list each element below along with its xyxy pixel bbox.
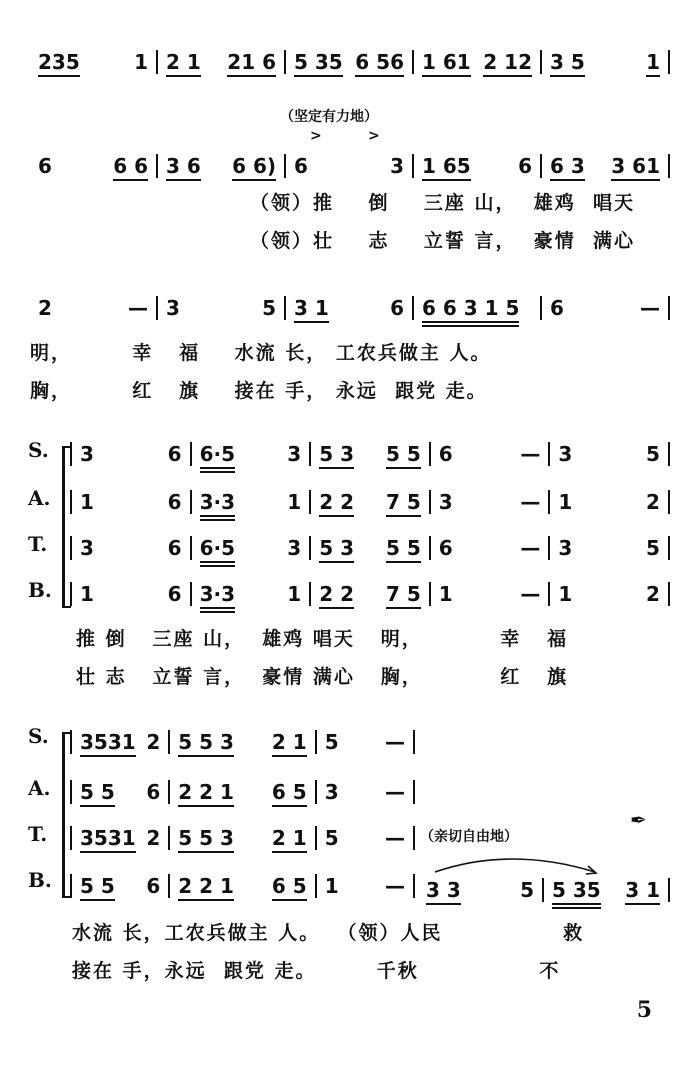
- voice-label-soprano: S.: [28, 438, 49, 462]
- measure: 2 2 7 5: [309, 582, 429, 606]
- measure: 5 —: [315, 826, 415, 850]
- measure: 6 6 6: [38, 154, 148, 178]
- measure: 3 1 6: [284, 296, 412, 320]
- lyrics-verse-1: 明， 幸 福 水流 长， 工农兵做主 人。: [30, 342, 492, 364]
- lyrics-verse-2: （领）壮 志 立誓 言， 豪情 满心: [250, 230, 635, 252]
- measure: 3 6: [70, 442, 190, 466]
- measure: 6 3: [284, 154, 412, 178]
- measure: 235 1: [38, 50, 148, 74]
- tenor-notes: [70, 822, 415, 850]
- system3-notes: [30, 292, 670, 320]
- voice-label-bass: B.: [28, 868, 52, 892]
- lyrics-verse-2: 接在 手，永远 跟党 走。 千秋 不: [72, 960, 561, 982]
- measure: 5 5 3 2 1: [168, 730, 314, 754]
- measure: 1 6: [70, 490, 190, 514]
- measure: 5 —: [315, 730, 415, 754]
- voice-label-alto: A.: [28, 776, 51, 800]
- soprano-notes: [70, 726, 415, 754]
- bass-notes: [70, 870, 415, 898]
- voice-label-tenor: T.: [28, 532, 48, 556]
- measure: 3·3 1: [190, 582, 310, 606]
- lyrics-verse-1: （领）推 倒 三座 山， 雄鸡 唱天: [250, 192, 635, 214]
- measure: 1 2: [548, 490, 670, 514]
- phrase-arc: [430, 846, 610, 876]
- tempo-mark-firm: （坚定有力地）: [280, 109, 378, 125]
- measure: 5 5 3 2 1: [168, 826, 314, 850]
- measure: 1 65 6: [412, 154, 540, 178]
- measure: 1 61 2 12: [412, 50, 540, 74]
- system1-notes: [30, 46, 670, 74]
- measure: 3531 2: [70, 730, 168, 754]
- system2-notes: [30, 150, 670, 178]
- measure: 5 35 6 56: [284, 50, 412, 74]
- measure: 5 35 3 1: [542, 878, 670, 902]
- accent-mark: >: [368, 128, 380, 144]
- measure: 3 —: [429, 490, 549, 514]
- accent-mark: >: [310, 128, 322, 144]
- measure: 3 6 6 6): [156, 154, 284, 178]
- measure: 6·5 3: [190, 442, 310, 466]
- measure: 5 5 6: [70, 874, 168, 898]
- voice-label-tenor: T.: [28, 822, 48, 846]
- measure: 3531 2: [70, 826, 168, 850]
- measure: 3 —: [315, 780, 415, 804]
- measure: 1 2: [548, 582, 670, 606]
- page-number: 5: [636, 997, 652, 1023]
- voice-label-soprano: S.: [28, 724, 49, 748]
- measure: 5 3 5 5: [309, 536, 429, 560]
- measure: 5 3 5 5: [309, 442, 429, 466]
- lyrics-verse-2: 胸， 红 旗 接在 手， 永远 跟党 走。: [30, 380, 488, 402]
- measure: 1 6: [70, 582, 190, 606]
- measure: 2 1 21 6: [156, 50, 284, 74]
- measure: 6·5 3: [190, 536, 310, 560]
- alto-notes: [70, 776, 415, 804]
- alto-notes: [70, 486, 670, 514]
- soprano-notes: [70, 438, 670, 466]
- measure: 3 5: [548, 442, 670, 466]
- measure: 2 2 7 5: [309, 490, 429, 514]
- measure: 6 6 3 1 5: [412, 296, 540, 320]
- tempo-mark-free: （亲切自由地）: [420, 829, 518, 845]
- measure: 3 5: [156, 296, 284, 320]
- solo-notes: [418, 874, 670, 902]
- bass-notes: [70, 578, 670, 606]
- voice-label-alto: A.: [28, 486, 51, 510]
- breath-mark-icon: ✒: [630, 808, 647, 832]
- measure: 3 6: [70, 536, 190, 560]
- measure: 5 5 6: [70, 780, 168, 804]
- measure: 2 —: [38, 296, 148, 320]
- measure: 3·3 1: [190, 490, 310, 514]
- measure: 3 5: [548, 536, 670, 560]
- measure: 6 —: [429, 536, 549, 560]
- measure: 6 —: [429, 442, 549, 466]
- tenor-notes: [70, 532, 670, 560]
- measure: 3 3 5: [426, 878, 534, 902]
- measure: 6 —: [540, 296, 670, 320]
- lyrics-verse-1: 水流 长，工农兵做主 人。 （领）人民 救: [72, 922, 585, 944]
- measure: 3 5 1: [540, 50, 670, 74]
- measure: 1 —: [315, 874, 415, 898]
- measure: 2 2 1 6 5: [168, 780, 314, 804]
- lyrics-verse-1: 推 倒 三座 山， 雄鸡 唱天 明， 幸 福: [76, 628, 569, 650]
- measure: 2 2 1 6 5: [168, 874, 314, 898]
- measure: 6 3 3 61: [540, 154, 670, 178]
- voice-label-bass: B.: [28, 578, 52, 602]
- measure: 1 —: [429, 582, 549, 606]
- lyrics-verse-2: 壮 志 立誓 言， 豪情 满心 胸， 红 旗: [76, 666, 569, 688]
